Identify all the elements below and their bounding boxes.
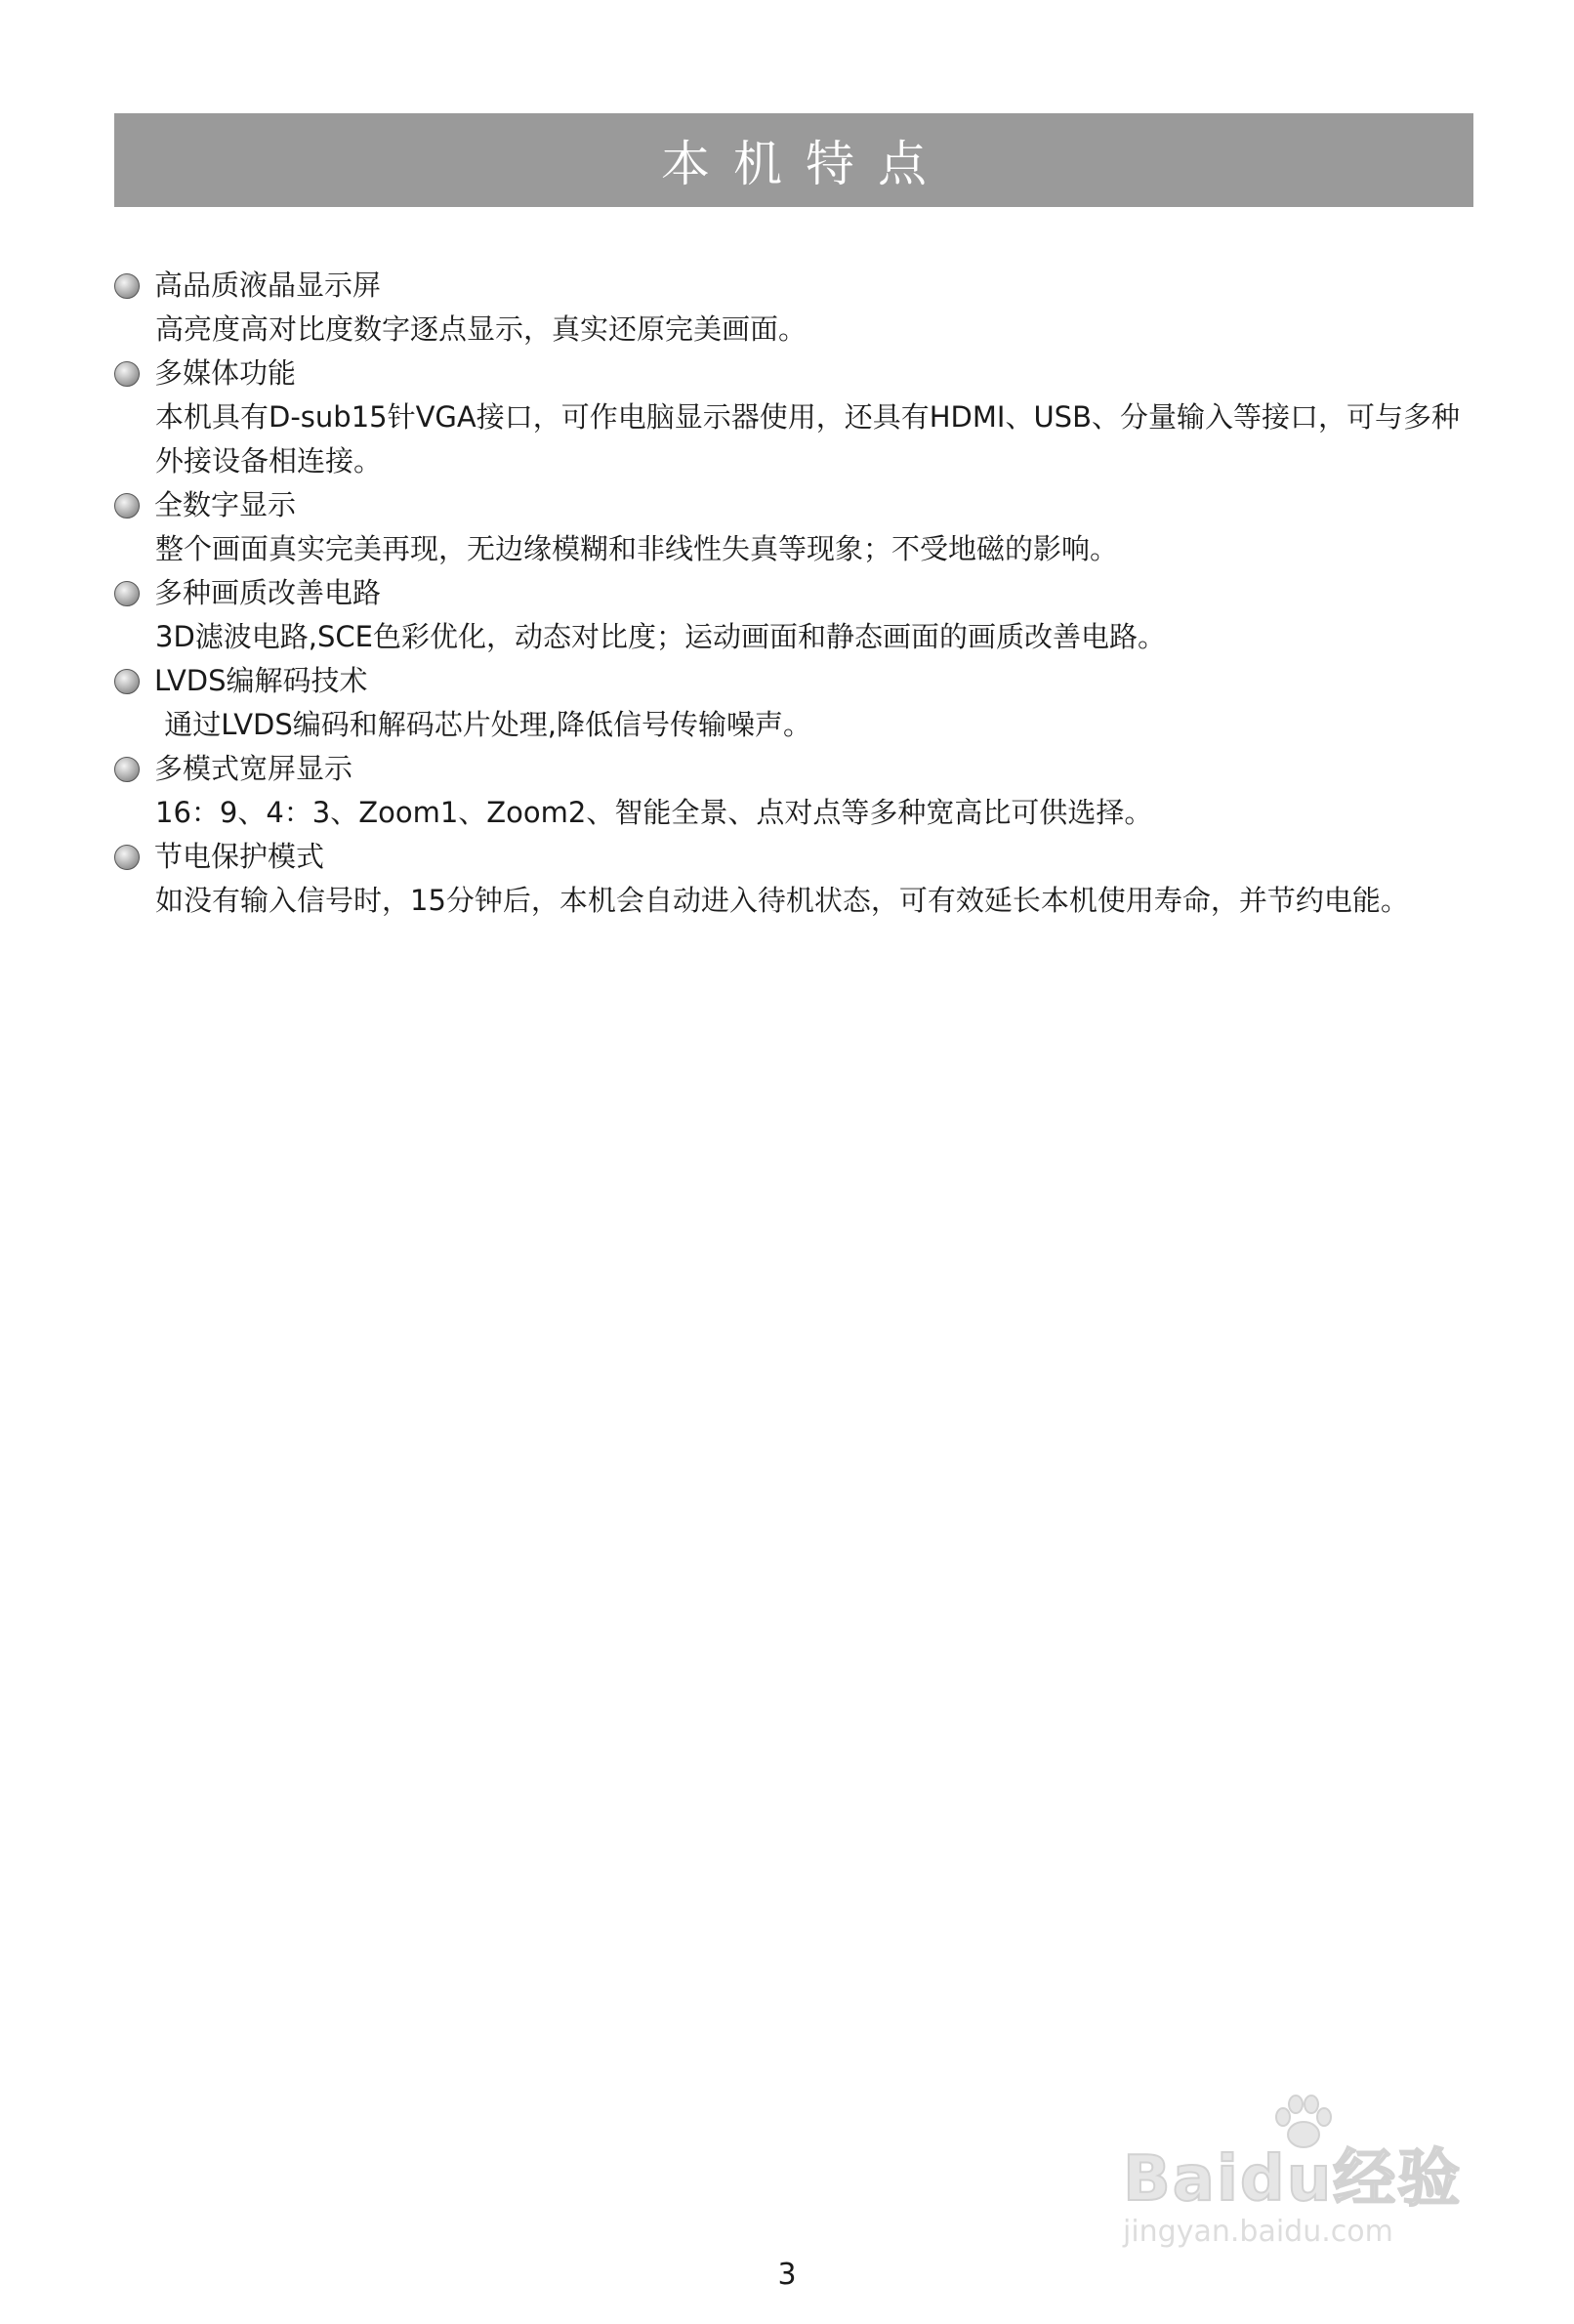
feature-item xyxy=(114,659,1481,747)
feature-description: 本机具有D-sub15针VGA接口，可作电脑显示器使用，还具有HDMI、USB、分量输入等接口，可与多种外接设备相连接。 xyxy=(155,400,1460,477)
feature-list xyxy=(114,264,1481,923)
feature-title: LVDS编解码技术 xyxy=(154,664,368,697)
bullet-icon xyxy=(114,273,140,299)
baidu-watermark xyxy=(1123,2090,1494,2256)
bullet-icon xyxy=(114,581,140,606)
feature-description: 如没有输入信号时，15分钟后，本机会自动进入待机状态，可有效延长本机使用寿命，并节约电能。 xyxy=(155,884,1409,917)
feature-description: 16：9、4：3、Zoom1、Zoom2、智能全景、点对点等多种宽高比可供选择。 xyxy=(155,796,1153,829)
feature-heading xyxy=(114,659,1481,703)
feature-heading xyxy=(114,483,1481,527)
feature-item xyxy=(114,352,1481,483)
bullet-icon xyxy=(114,757,140,782)
feature-title: 多媒体功能 xyxy=(154,356,297,390)
feature-title: 多种画质改善电路 xyxy=(154,576,382,609)
bullet-icon xyxy=(114,493,140,519)
bullet-icon xyxy=(114,845,140,870)
feature-description: 3D滤波电路,SCE色彩优化，动态对比度；运动画面和静态画面的画质改善电路。 xyxy=(155,620,1166,653)
feature-item xyxy=(114,747,1481,835)
feature-title: 全数字显示 xyxy=(154,488,297,521)
feature-title: 高品质液晶显示屏 xyxy=(154,269,382,302)
page-number: 3 xyxy=(777,2258,797,2292)
feature-description: 高亮度高对比度数字逐点显示，真实还原完美画面。 xyxy=(155,312,808,346)
page-title: 本机特点 xyxy=(661,136,950,192)
feature-heading xyxy=(114,264,1481,308)
watermark-url: jingyan.baidu.com xyxy=(1123,2215,1393,2249)
feature-heading xyxy=(114,835,1481,879)
feature-item xyxy=(114,264,1481,352)
bullet-icon xyxy=(114,669,140,694)
feature-title: 节电保护模式 xyxy=(154,840,325,873)
feature-heading xyxy=(114,352,1481,395)
watermark-logo: Baidu经验 xyxy=(1123,2143,1463,2216)
feature-item xyxy=(114,835,1481,923)
feature-description: 通过LVDS编码和解码芯片处理,降低信号传输噪声。 xyxy=(155,708,811,741)
feature-item xyxy=(114,571,1481,659)
bullet-icon xyxy=(114,361,140,387)
feature-description: 整个画面真实完美再现，无边缘模糊和非线性失真等现象；不受地磁的影响。 xyxy=(155,532,1119,565)
feature-item xyxy=(114,483,1481,571)
feature-heading xyxy=(114,747,1481,791)
page-title-bar xyxy=(114,113,1473,207)
feature-title: 多模式宽屏显示 xyxy=(154,752,353,785)
feature-heading xyxy=(114,571,1481,615)
